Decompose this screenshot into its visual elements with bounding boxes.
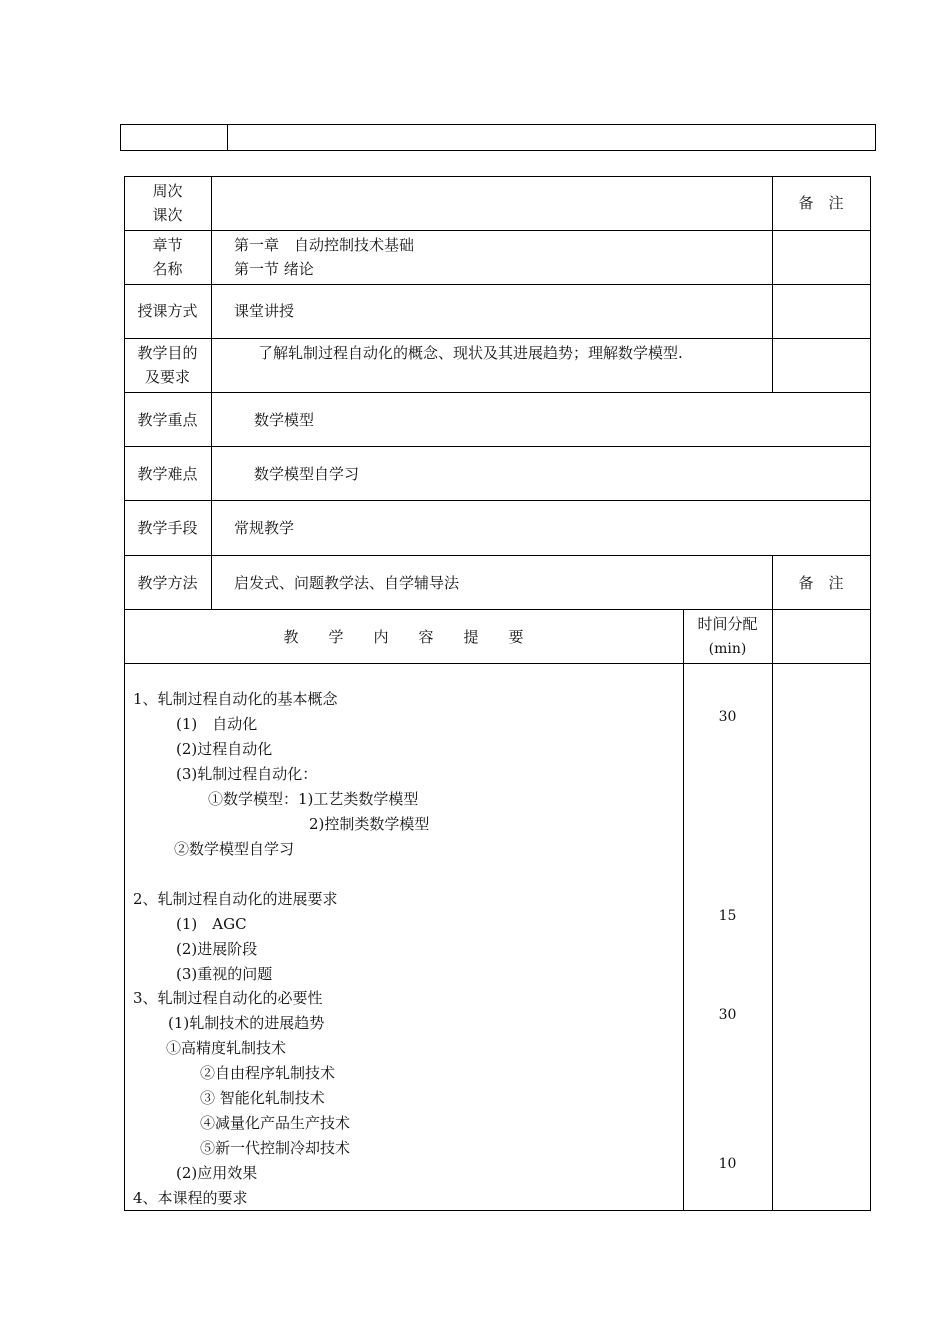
lesson-label: 课次 (152, 206, 183, 224)
means-value: 常规教学 (234, 519, 295, 537)
outline-item: ①数学模型：1)工艺类数学模型 (208, 790, 419, 808)
teaching-method-value: 课堂讲授 (234, 302, 295, 320)
outline-item: (3)轧制过程自动化： (176, 765, 318, 783)
outline-item: 1、轧制过程自动化的基本概念 (133, 690, 338, 708)
approach-value: 启发式、问题教学法、自学辅导法 (234, 574, 460, 592)
difficulty-value: 数学模型自学习 (254, 465, 360, 483)
outline-item: 2)控制类数学模型 (309, 815, 430, 833)
remark-label-2: 备 注 (798, 574, 844, 592)
goal-value: 了解轧制过程自动化的概念、现状及其进展趋势；理解数学模型. (258, 344, 683, 362)
outline-item: (2)进展阶段 (176, 940, 258, 958)
outline-item: ④减量化产品生产技术 (200, 1114, 351, 1132)
chapter-label-line2: 名称 (152, 260, 183, 278)
focus-value: 数学模型 (254, 411, 315, 429)
outline-item: ①高精度轧制技术 (166, 1039, 287, 1057)
outline-item: ⑤新一代控制冷却技术 (200, 1139, 351, 1157)
time-unit-label: (min) (708, 641, 747, 657)
outline-item: (1)轧制技术的进展趋势 (168, 1014, 325, 1032)
outline-item: (1) AGC (176, 915, 247, 933)
remark-label: 备 注 (798, 194, 844, 212)
week-label: 周次 (152, 182, 183, 200)
time-value: 15 (718, 908, 737, 924)
outline-item: ②数学模型自学习 (174, 840, 295, 858)
outline-item: ③ 智能化轧制技术 (200, 1089, 325, 1107)
content-header: 教 学 内 容 提 要 (283, 628, 524, 646)
focus-label: 教学重点 (137, 411, 198, 429)
outline-item: (1) 自动化 (176, 715, 258, 733)
section-title: 第一节 绪论 (234, 260, 314, 278)
time-allocation-label: 时间分配 (697, 615, 758, 633)
time-value: 30 (718, 709, 737, 725)
goal-label-line2: 及要求 (144, 368, 190, 386)
time-value: 10 (718, 1156, 737, 1172)
outline-item: 2、轧制过程自动化的进展要求 (133, 890, 338, 908)
outline-item: (2)过程自动化 (176, 740, 273, 758)
outline-item: (3)重视的问题 (176, 965, 273, 983)
chapter-title: 第一章 自动控制技术基础 (234, 236, 415, 254)
goal-label-line1: 教学目的 (137, 344, 198, 362)
outline-item: 3、轧制过程自动化的必要性 (133, 989, 323, 1007)
approach-label: 教学方法 (137, 574, 198, 592)
means-label: 教学手段 (137, 519, 198, 537)
outline-item: 4、本课程的要求 (133, 1189, 248, 1207)
outline-item: (2)应用效果 (176, 1164, 258, 1182)
outline-item: ②自由程序轧制技术 (200, 1064, 336, 1082)
teaching-method-label: 授课方式 (137, 302, 198, 320)
difficulty-label: 教学难点 (137, 465, 198, 483)
time-value: 30 (718, 1007, 737, 1023)
chapter-label-line1: 章节 (152, 236, 183, 254)
